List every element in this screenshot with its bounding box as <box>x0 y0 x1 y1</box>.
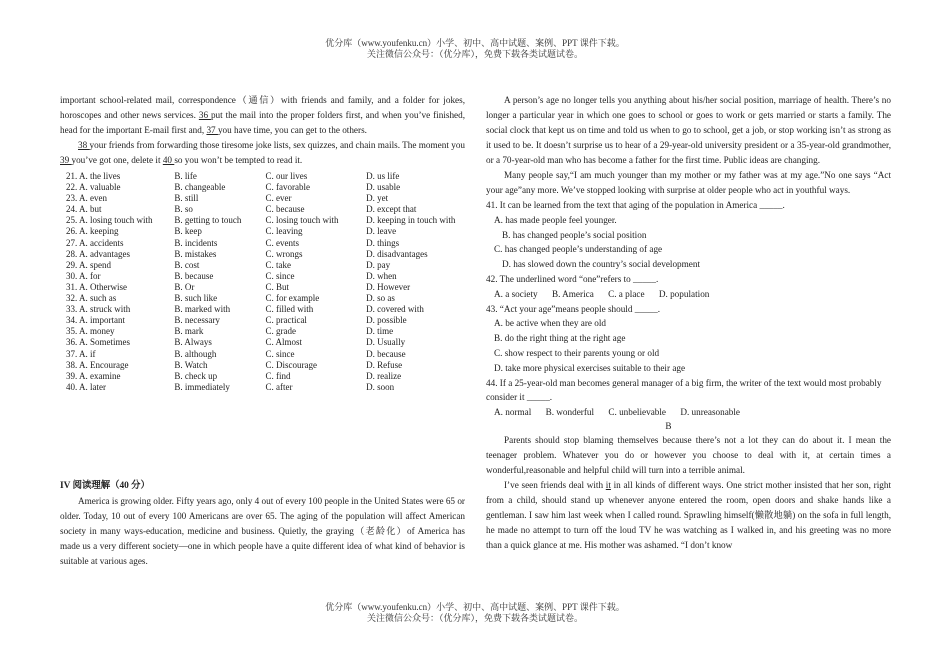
option-cell: B. Or <box>174 281 195 292</box>
option-cell: 34. A. important <box>66 315 125 326</box>
option-cell: C. after <box>265 381 293 392</box>
option-row <box>66 193 465 204</box>
right-column <box>486 93 891 553</box>
header-line-2: 关注微信公众号：（优分库），免费下载各类试题试卷。 <box>366 49 583 59</box>
underlined-word-it: it <box>605 479 611 490</box>
option-cell: C. since <box>265 348 295 359</box>
option-cell: D. However <box>366 281 411 292</box>
option-row <box>66 360 465 371</box>
option-cell: 22. A. valuable <box>66 182 121 193</box>
q44-option-b: B. wonderful <box>545 407 595 418</box>
left-column <box>60 93 465 569</box>
question-43: 43. “Act your age”means people should _____. <box>486 303 661 314</box>
option-row <box>66 349 465 360</box>
option-cell: B. Always <box>174 337 212 348</box>
option-cell: 25. A. losing touch with <box>66 215 153 226</box>
option-cell: C. filled with <box>265 304 314 315</box>
option-cell: 39. A. examine <box>66 370 121 381</box>
q42-option-c: C. a place <box>608 288 645 299</box>
question-42: 42. The underlined word “one”refers to _____. <box>486 273 659 284</box>
option-row <box>66 371 465 382</box>
blank-40: 40 <box>162 155 175 165</box>
option-cell: 33. A. struck with <box>66 304 131 315</box>
option-cell: B. cost <box>174 259 200 270</box>
option-cell: D. leave <box>366 226 397 237</box>
q44-options <box>486 405 891 420</box>
q41-option-d: D. has slowed down the country’s social development <box>502 259 701 270</box>
q42-options <box>486 287 891 302</box>
option-cell: D. keeping in touch with <box>366 215 456 226</box>
option-cell: 26. A. keeping <box>66 226 119 237</box>
q41-option-c: C. has changed people’s understanding of age <box>494 244 663 255</box>
option-row <box>66 304 465 315</box>
option-cell: D. Refuse <box>366 359 403 370</box>
option-cell: D. Usually <box>366 337 406 348</box>
option-cell: D. us life <box>366 171 400 181</box>
option-row <box>66 337 465 348</box>
option-cell: B. still <box>174 193 199 204</box>
blank-38: 38 <box>78 140 90 150</box>
question-44: 44. If a 25-year-old man becomes general manager of a big firm, the writer of the text would most probably consider it _____. <box>486 377 882 403</box>
option-cell: 28. A. advantages <box>66 248 130 259</box>
option-cell: D. usable <box>366 182 401 193</box>
option-cell: 23. A. even <box>66 193 107 204</box>
q41-option-a: A. has made people feel younger. <box>494 214 617 225</box>
question-41: 41. It can be learned from the text that aging of the population in America _____. <box>486 200 785 210</box>
option-cell: D. possible <box>366 315 407 326</box>
passage-a-paragraph: America is growing older. Fifty years ago, only 4 out of every 100 people in the United States were 65 or older. Today, 10 out of every 100 Americans are over 65. The aging of the population will affect American society in many ways-education, medicine and business. Quietly, the graying（老龄化）of America has made us a very different society—one in which people have a quite different idea of what kind of behavior is suitable at various ages. <box>60 495 465 566</box>
passage-a-paragraph: Many people say,“I am much younger than my mother or my father was at my age.”No one says “Act your age”any more. We’ve stopped looking with surprise at older people who act in youthful ways. <box>486 170 891 195</box>
option-row <box>66 260 465 271</box>
option-cell: C. take <box>265 259 291 270</box>
option-cell: C. favorable <box>265 182 310 193</box>
option-cell: D. things <box>366 237 400 248</box>
blank-39: 39 <box>60 155 72 165</box>
option-cell: B. changeable <box>174 182 226 193</box>
option-row <box>66 182 465 193</box>
option-cell: D. when <box>366 270 397 281</box>
q43-option-d: D. take more physical exercises suitable to their age <box>494 362 686 373</box>
option-cell: B. such like <box>174 293 218 304</box>
option-cell: C. find <box>265 370 291 381</box>
option-cell: C. leaving <box>265 226 303 237</box>
cloze-options-table <box>66 171 465 393</box>
option-cell: B. because <box>174 270 214 281</box>
option-cell: C. practical <box>265 315 307 326</box>
option-row <box>66 315 465 326</box>
option-row <box>66 326 465 337</box>
option-cell: 29. A. spend <box>66 259 111 270</box>
page-header <box>0 38 950 60</box>
option-cell: B. incidents <box>174 237 218 248</box>
option-cell: B. getting to touch <box>174 215 242 226</box>
header-line-1: 优分库（www.youfenku.cn）小学、初中、高中试题、案例、PPT 课件下载。 <box>325 38 625 48</box>
option-cell: D. so as <box>366 293 395 304</box>
option-row <box>66 293 465 304</box>
option-cell: B. mark <box>174 326 204 337</box>
q42-option-b: B. America <box>551 288 594 299</box>
option-cell: 31. A. Otherwise <box>66 281 127 292</box>
option-cell: D. pay <box>366 259 391 270</box>
blank-36: 36 <box>198 110 211 120</box>
passage-paragraph: 38 your friends from forwarding those tiresome joke lists, sex quizzes, and chain mails. The moment you 39 you’ve got one, delete it 40 so you won’t be tempted to read it. <box>60 140 466 165</box>
option-cell: C. ever <box>265 193 292 204</box>
option-cell: B. mistakes <box>174 248 217 259</box>
option-cell: D. disadvantages <box>366 248 428 259</box>
q44-option-d: D. unreasonable <box>680 407 741 418</box>
option-row <box>66 215 465 226</box>
option-row <box>66 204 465 215</box>
option-cell: 36. A. Sometimes <box>66 337 131 348</box>
option-cell: D. covered with <box>366 304 424 315</box>
option-cell: B. check up <box>174 370 218 381</box>
option-cell: C. Almost <box>265 337 302 348</box>
option-cell: C. But <box>265 281 289 292</box>
q43-option-b: B. do the right thing at the right age <box>494 333 626 344</box>
option-cell: 38. A. Encourage <box>66 359 129 370</box>
option-row <box>66 249 465 260</box>
option-cell: C. since <box>265 270 295 281</box>
option-cell: B. immediately <box>174 381 230 392</box>
option-cell: 37. A. if <box>66 348 96 359</box>
q44-option-a: A. normal <box>494 407 532 418</box>
option-cell: B. Watch <box>174 359 208 370</box>
passage-b-paragraph: I’ve seen friends deal with it in all kinds of different ways. One strict mother insisted that her son, right from a child, should stand up whenever anyone entered the room, open doors and shake hands like a gentleman. I saw him last week when I called round. Sprawling himself(懒散地躺) on the sofa in full length, he made no attempt to turn off the loud TV he was watching as I walked in, and his greeting was no more than a quick glance at me. His mother was ashamed. “I don’t know <box>486 479 891 550</box>
option-cell: 30. A. for <box>66 270 101 281</box>
option-row <box>66 171 465 182</box>
option-cell: B. necessary <box>174 315 220 326</box>
option-row <box>66 238 465 249</box>
option-row <box>66 271 465 282</box>
option-cell: B. although <box>174 348 217 359</box>
option-cell: C. our lives <box>265 171 308 181</box>
option-cell: D. time <box>366 326 394 337</box>
option-cell: C. wrongs <box>265 248 303 259</box>
passage-paragraph: important school-related mail, correspondence（通信）with friends and family, and a folder for jokes, horoscopes and other news services. 36 put the mail into the proper folders first, and when you’ve finished, head for the important E-mail first and, 37 you have time, you can get to the others. <box>60 95 466 135</box>
option-cell: 35. A. money <box>66 326 115 337</box>
option-cell: D. realize <box>366 370 402 381</box>
q43-option-a: A. be active when they are old <box>494 318 606 329</box>
option-cell: B. marked with <box>174 304 231 315</box>
option-cell: D. except that <box>366 204 417 215</box>
option-row <box>66 282 465 293</box>
blank-37: 37 <box>206 125 218 135</box>
option-row <box>66 226 465 237</box>
q42-option-a: A. a society <box>494 288 538 299</box>
option-cell: C. losing touch with <box>265 215 339 226</box>
option-cell: C. grade <box>265 326 296 337</box>
section-title: IV 阅读理解（40 分） <box>60 480 150 491</box>
option-cell: 40. A. later <box>66 381 106 392</box>
option-cell: B. life <box>174 171 197 181</box>
option-cell: 27. A. accidents <box>66 237 124 248</box>
q41-option-b: B. has changed people’s social position <box>502 229 647 240</box>
option-cell: 32. A. such as <box>66 293 117 304</box>
option-cell: C. events <box>265 237 299 248</box>
footer-line-2: 关注微信公众号：（优分库），免费下载各类试题试卷。 <box>366 613 583 623</box>
option-row <box>66 382 465 393</box>
footer-line-1: 优分库（www.youfenku.cn）小学、初中、高中试题、案例、PPT 课件下载。 <box>325 602 625 612</box>
q44-option-c: C. unbelievable <box>608 407 667 418</box>
page-footer <box>0 602 950 624</box>
passage-b-paragraph: Parents should stop blaming themselves because there’s not a lot they can do about it. I mean the teenager problem. Whatever you do or however you choose to deal with it, at certain times a wonderful,reasonable and helpful child will turn into a terrible animal. <box>486 434 891 475</box>
option-cell: B. so <box>174 204 193 215</box>
option-cell: C. Discourage <box>265 359 317 370</box>
option-cell: D. soon <box>366 381 395 392</box>
option-cell: 24. A. but <box>66 204 102 215</box>
q42-option-d: D. population <box>658 288 710 299</box>
option-cell: 21. A. the lives <box>66 171 121 181</box>
section-b-label: B <box>665 420 672 431</box>
option-cell: B. keep <box>174 226 202 237</box>
option-cell: D. yet <box>366 193 389 204</box>
option-cell: C. because <box>265 204 305 215</box>
option-cell: D. because <box>366 348 406 359</box>
passage-a-paragraph: A person’s age no longer tells you anything about his/her social position, marriage of health. There’s no longer a particular year in which one goes to school or goes to work or gets married or starts a family. The social clock that kept us on time and told us when to go to school, get a job, or stop working isn’t as strong as it used to be. It doesn’t surprise us to hear of a 29-year-old university president or a 35-year-old grandmother, or a 70-year-old man who has become a father for the first time. Public ideas are changing. <box>486 95 891 165</box>
option-cell: C. for example <box>265 293 320 304</box>
q43-option-c: C. show respect to their parents young or old <box>494 347 660 358</box>
